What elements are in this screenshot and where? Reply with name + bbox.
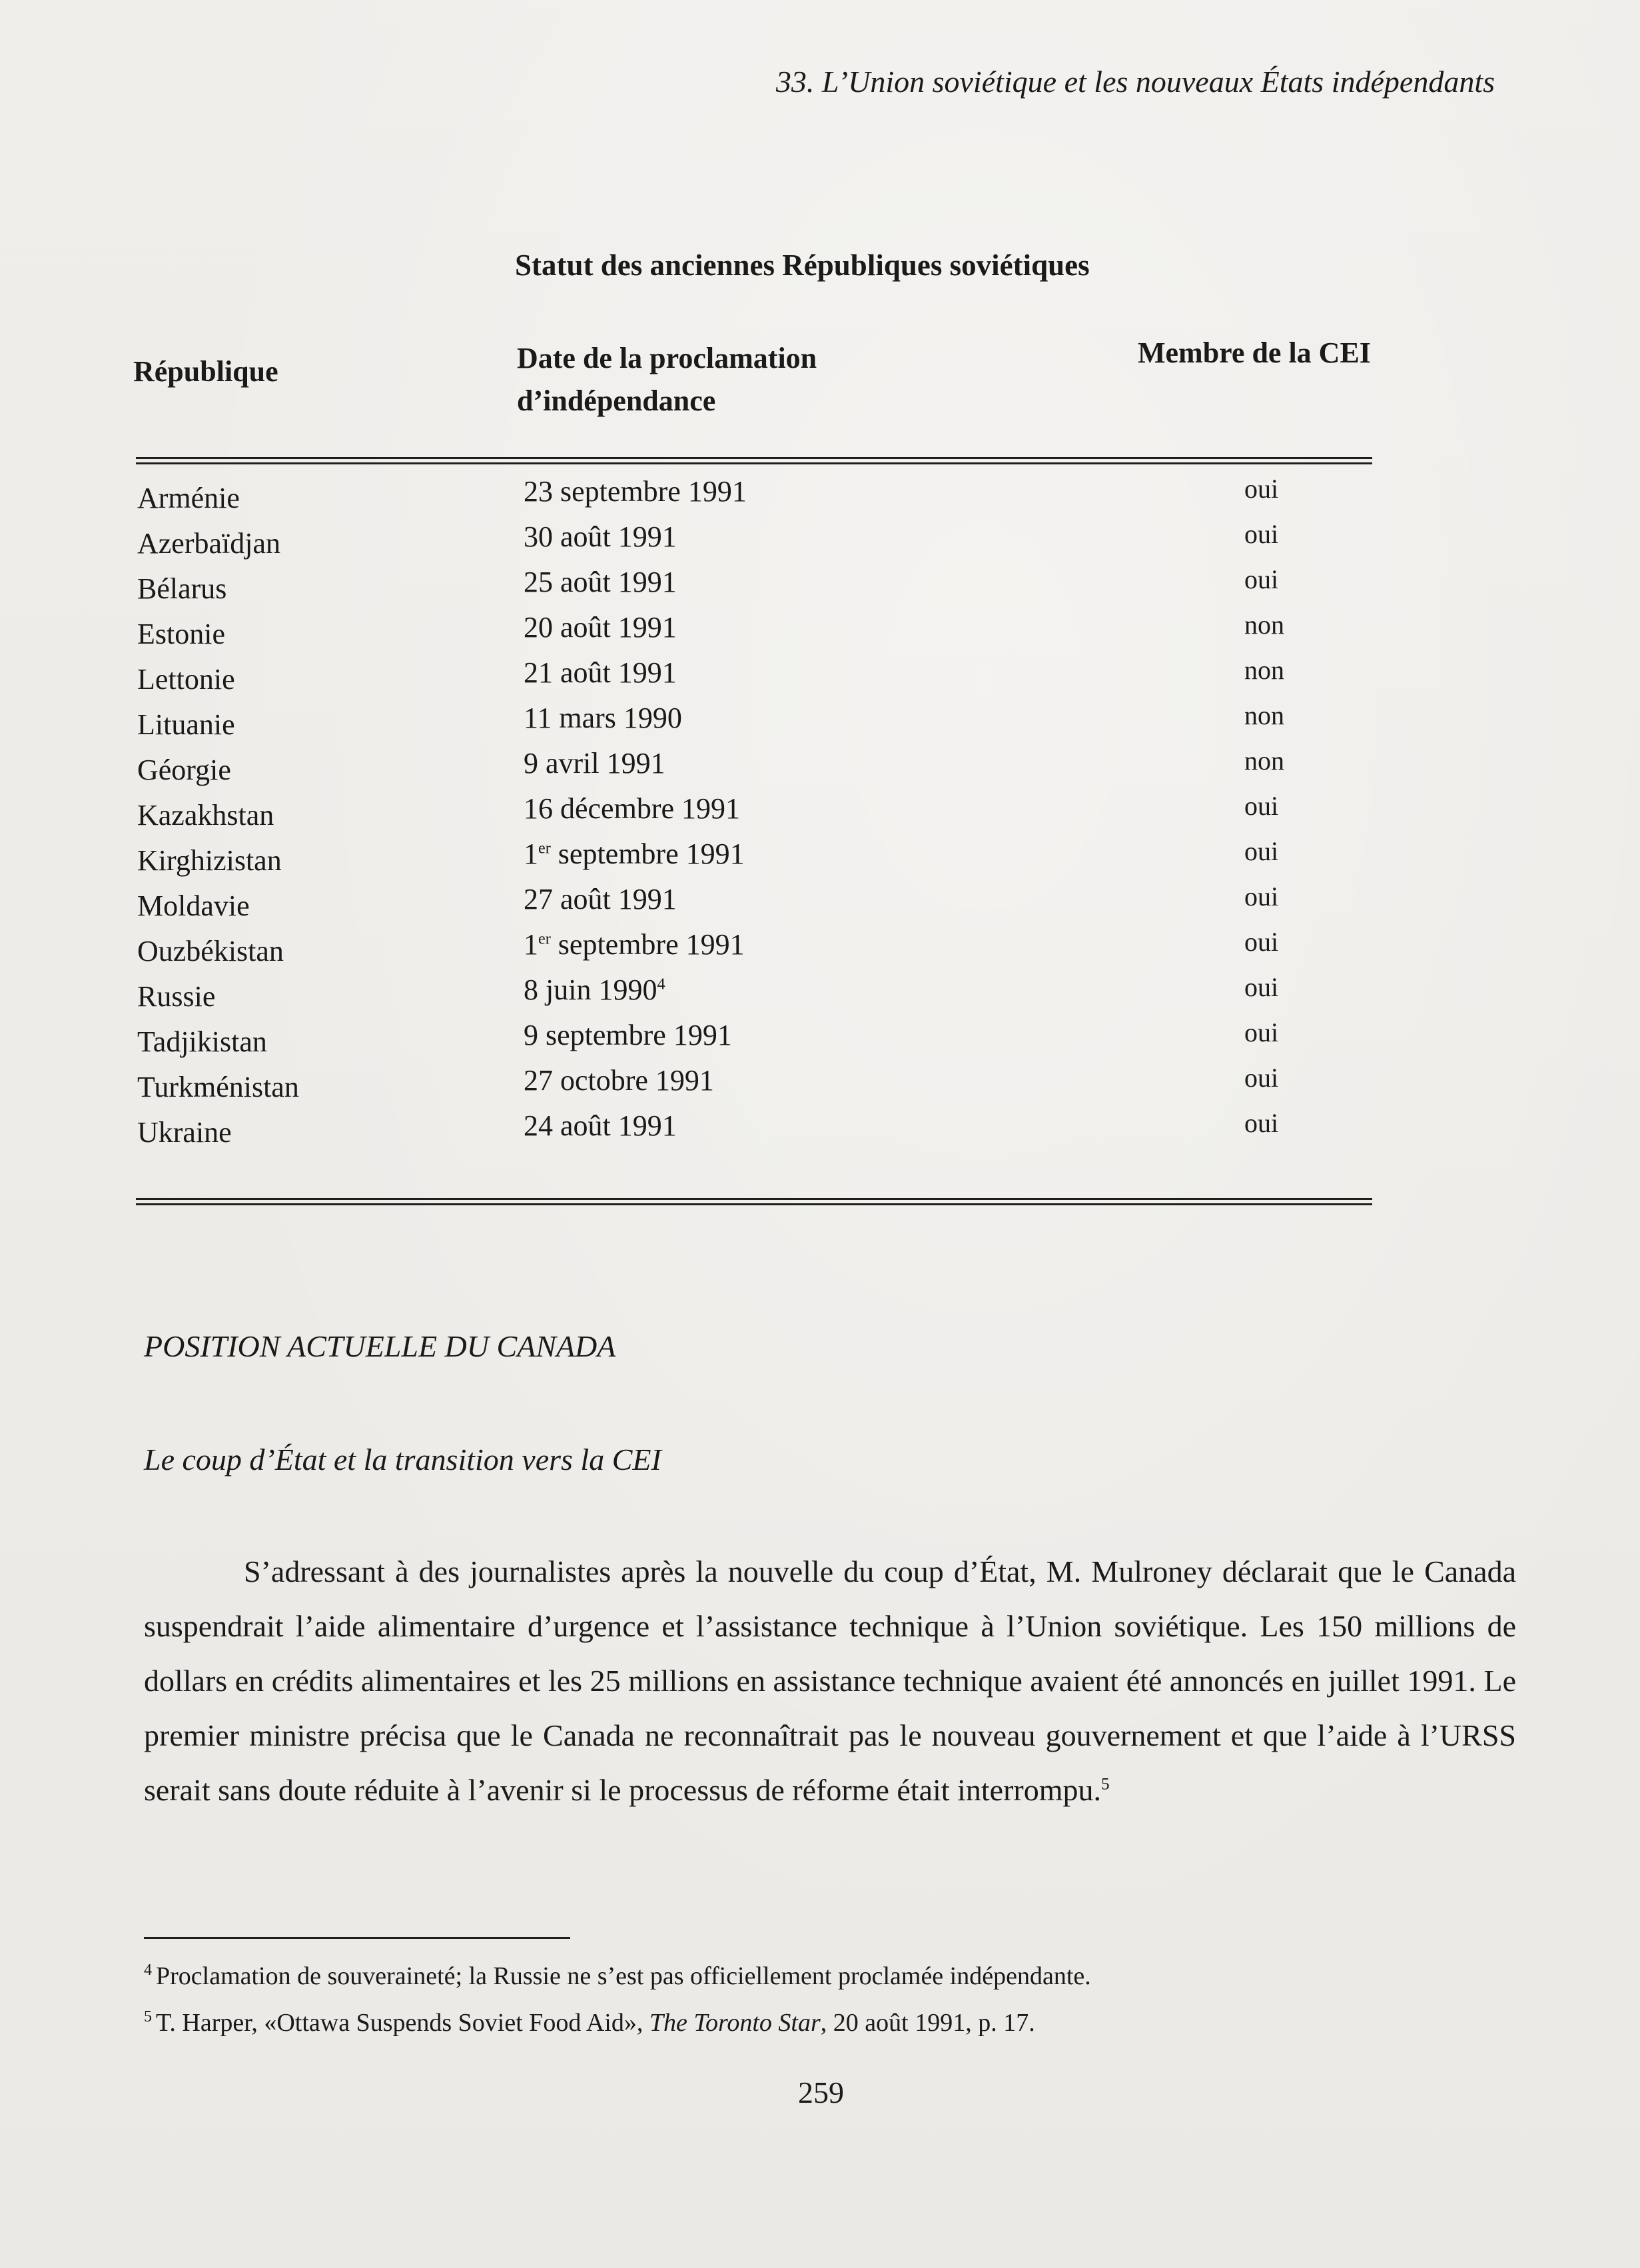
cell-date: 25 août 1991 [524,566,677,598]
cell-date: 20 août 1991 [524,611,677,644]
cell-cei: oui [1244,791,1279,821]
footnote-ref-5: 5 [1100,1774,1110,1794]
ordinal-superscript: er [538,839,551,857]
footnote-marker: 4 [144,1962,152,1980]
running-header: 33. L’Union soviétique et les nouveaux États indépendants [775,65,1495,99]
cell-date: 23 septembre 1991 [524,475,747,508]
date-rest: septembre 1991 [550,838,745,870]
column-header-date-line1: Date de la proclamation [517,342,817,374]
table-row [0,1063,1640,1109]
cell-date: 21 août 1991 [524,656,677,689]
table-row [0,610,1640,656]
date-rest: septembre 1991 [550,928,745,961]
table-title: Statut des anciennes Républiques soviétiques [515,249,1090,282]
table-row [0,701,1640,746]
column-header-date-line2: d’indépendance [517,384,716,417]
cell-cei: oui [1244,1017,1279,1047]
footnote-4 [144,1962,1091,1991]
cell-cei: oui [1244,474,1279,504]
cell-date: 9 avril 1991 [524,747,665,780]
cell-date: 16 décembre 1991 [524,792,740,825]
cell-republic: Moldavie [137,889,250,922]
footnote-rest: , 20 août 1991, p. 17. [820,2009,1035,2037]
date-day: 1 [524,928,538,961]
footnote-marker: 5 [144,2008,152,2026]
ordinal-superscript: er [538,929,551,948]
cell-cei: non [1244,655,1284,685]
table-row [0,746,1640,792]
table-row [0,656,1640,701]
cell-cei: oui [1244,564,1279,594]
body-paragraph [144,1544,1516,1818]
cell-republic: Kirghizistan [137,844,282,877]
cell-republic: Géorgie [137,754,231,786]
footnote-author: T. Harper, «Ottawa Suspends Soviet Food Aid», [156,2009,649,2037]
paragraph-text: S’adressant à des journalistes après la nouvelle du coup d’État, M. Mulroney déclarait que le Canada suspendrait l’aide alimentaire d’urgence et l’assistance technique à l’Union soviétique. Les 150 millions de dollars en crédits alimentaires et les 25 millions en assistance technique avaient été annoncés en juillet 1991. Le premier ministre précisa que le Canada ne reconnaîtrait pas le nouveau gouvernement et que l’aide à l’URSS serait sans doute réduite à l’avenir si le processus de réforme était interrompu. [144,1554,1516,1807]
date-text: 8 juin 1990 [524,973,657,1006]
footnote-5 [144,2008,1035,2037]
cell-date [524,837,745,871]
cell-date: 30 août 1991 [524,520,677,553]
subsection-title: Le coup d’État et la transition vers la CEI [144,1442,661,1476]
table-row [0,474,1640,520]
footnote-ref-4: 4 [657,975,665,993]
footnote-separator [144,1937,570,1939]
table-row [0,882,1640,927]
cell-cei: non [1244,700,1284,730]
cell-cei: oui [1244,927,1279,957]
cell-cei: non [1244,610,1284,640]
cell-cei: oui [1244,519,1279,549]
cell-republic: Lituanie [137,708,235,741]
cell-republic: Ukraine [137,1116,232,1149]
cell-republic: Ouzbékistan [137,935,284,967]
cell-date [524,927,745,962]
cell-republic: Bélarus [137,572,227,605]
cell-republic: Tadjikistan [137,1025,267,1058]
cell-republic: Arménie [137,482,240,514]
footnote-text: Proclamation de souveraineté; la Russie ne s’est pas officiellement proclamée indépendante. [156,1962,1091,1990]
page-number: 259 [798,2075,844,2109]
cell-date: 27 octobre 1991 [524,1064,714,1097]
table-row [0,973,1640,1018]
table-bottom-rule [136,1198,1372,1200]
cell-date: 24 août 1991 [524,1109,677,1142]
table-top-rule [136,457,1372,459]
section-title: POSITION ACTUELLE DU CANADA [144,1329,616,1363]
footnote-journal: The Toronto Star [649,2009,821,2037]
cell-date: 9 septembre 1991 [524,1019,732,1051]
table-row [0,1018,1640,1063]
cell-cei: oui [1244,881,1279,911]
table-row [0,792,1640,837]
cell-cei: non [1244,746,1284,776]
cell-cei: oui [1244,1108,1279,1138]
cell-cei: oui [1244,972,1279,1002]
cell-republic: Estonie [137,618,225,650]
table-row [0,927,1640,973]
cell-date: 27 août 1991 [524,883,677,915]
cell-republic: Turkménistan [137,1071,299,1103]
table-row [0,565,1640,610]
cell-republic: Russie [137,980,216,1013]
date-day: 1 [524,838,538,870]
cell-republic: Lettonie [137,663,235,696]
cell-republic: Azerbaïdjan [137,527,280,560]
table-bottom-rule-2 [136,1203,1372,1205]
column-header-republic: République [133,355,278,388]
table-row [0,1109,1640,1154]
table-row [0,837,1640,882]
cell-date: 11 mars 1990 [524,702,682,734]
cell-cei: oui [1244,836,1279,866]
column-header-cei: Membre de la CEI [1138,336,1371,369]
cell-date [524,973,665,1007]
table-row [0,520,1640,565]
cell-cei: oui [1244,1063,1279,1093]
cell-republic: Kazakhstan [137,799,274,832]
column-header-date [517,337,817,422]
table-top-rule-2 [136,462,1372,464]
